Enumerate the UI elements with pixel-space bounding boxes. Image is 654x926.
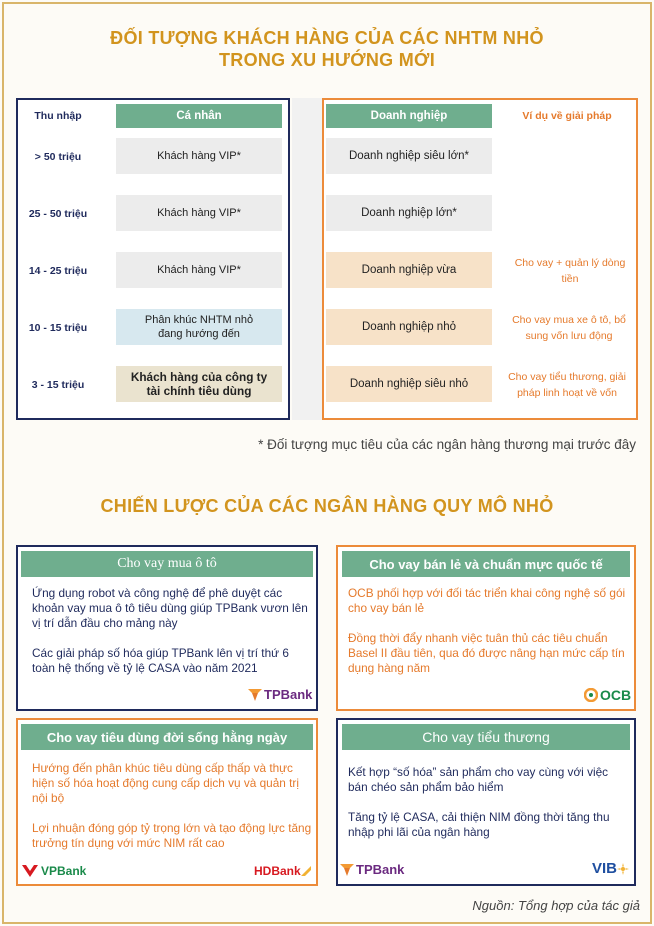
individual-cell: Khách hàng VIP* <box>116 138 282 174</box>
income-label: 14 - 25 triệu <box>28 265 88 277</box>
individual-cell-target: Phân khúc NHTM nhỏ đang hướng đến <box>116 309 282 345</box>
divider-block <box>292 98 322 420</box>
tpbank-logo-icon <box>248 689 262 701</box>
header-income: Thu nhập <box>34 110 82 122</box>
tpbank-logo: TPBank <box>340 862 404 877</box>
header-individual: Cá nhân <box>116 104 282 128</box>
card-paragraph: Hướng đến phân khúc tiêu dùng cấp thấp và thực hiện số hóa hoạt động cung cấp dịch vụ và quản trị nội bộ <box>32 761 299 805</box>
page-title-line2: TRONG XU HƯỚNG MỚI <box>218 50 436 70</box>
vpbank-logo: VPBank <box>22 864 86 878</box>
card-paragraph: Đồng thời đẩy nhanh việc tuân thủ các tiêu chuẩn Basel II đầu tiên, qua đó được nâng hạn mức cấp tín dụng hàng năm <box>348 631 625 675</box>
tpbank-logo: TPBank <box>248 687 312 702</box>
card-paragraph: Lợi nhuận đóng góp tỷ trọng lớn và tạo động lực tăng trưởng tín dụng với mức NIM rất cao <box>32 821 312 850</box>
card-paragraph: OCB phối hợp với đối tác triển khai công nghệ số gói cho vay bán lẻ <box>348 586 626 615</box>
card-paragraph: Các giải pháp số hóa giúp TPBank lên vị trí thứ 6 toàn hệ thống về tỷ lệ CASA vào năm 2021 <box>32 646 289 675</box>
individual-cell: Khách hàng của công ty tài chính tiêu dùng <box>116 366 282 402</box>
business-cell: Doanh nghiệp siêu nhỏ <box>326 366 492 402</box>
footnote: * Đối tượng mục tiêu của các ngân hàng thương mại trước đây <box>258 437 636 452</box>
income-label: 25 - 50 triệu <box>28 208 88 220</box>
header-examples: Ví dụ về giải pháp <box>522 110 612 122</box>
individual-cell: Khách hàng VIP* <box>116 195 282 231</box>
business-cell: Doanh nghiệp vừa <box>326 252 492 288</box>
card-title: Cho vay tiêu dùng đời sống hằng ngày <box>21 724 313 750</box>
card-title: Cho vay tiểu thương <box>342 724 630 750</box>
section-title: CHIẾN LƯỢC CỦA CÁC NGÂN HÀNG QUY MÔ NHỎ <box>100 496 554 516</box>
vib-logo-icon <box>617 863 629 875</box>
source-note: Nguồn: Tổng hợp của tác giả <box>472 898 640 913</box>
solution-example: Cho vay + quản lý dòng tiền <box>514 257 626 285</box>
card-paragraph: Ứng dụng robot và công nghệ để phê duyệt các khoản vay mua ô tô tiêu dùng giúp TPBank vươn lên vị trí dẫn đầu cho mảng này <box>32 586 308 630</box>
vpbank-logo-icon <box>22 865 38 877</box>
page-title-line1: ĐỐI TƯỢNG KHÁCH HÀNG CỦA CÁC NHTM NHỎ <box>110 28 544 48</box>
income-label: 3 - 15 triệu <box>31 379 85 391</box>
business-cell: Doanh nghiệp nhỏ <box>326 309 492 345</box>
card-title: Cho vay bán lẻ và chuẩn mực quốc tế <box>342 551 630 577</box>
header-business: Doanh nghiệp <box>326 104 492 128</box>
income-label: > 50 triệu <box>34 151 82 163</box>
card-title: Cho vay mua ô tô <box>21 551 313 577</box>
ocb-logo-icon <box>584 688 598 702</box>
solution-example: Cho vay mua xe ô tô, bổ sung vốn lưu động <box>512 314 626 342</box>
ocb-logo: OCB <box>584 687 631 703</box>
card-paragraph: Kết hợp “số hóa” sản phẩm cho vay cùng với việc bán chéo sản phẩm bảo hiểm <box>348 765 609 794</box>
vib-logo: VIB <box>592 860 629 877</box>
business-cell: Doanh nghiệp lớn* <box>326 195 492 231</box>
individual-cell: Khách hàng VIP* <box>116 252 282 288</box>
income-label: 10 - 15 triệu <box>28 322 88 334</box>
tpbank-logo-icon <box>340 864 354 876</box>
solution-example: Cho vay tiểu thương, giải pháp linh hoạt về vốn <box>508 371 626 399</box>
hdbank-logo-icon <box>301 866 311 876</box>
hdbank-logo: HDBank <box>254 864 311 878</box>
card-paragraph: Tăng tỷ lệ CASA, cải thiện NIM đồng thời tăng thu nhập phi lãi của ngân hàng <box>348 810 610 839</box>
business-cell: Doanh nghiệp siêu lớn* <box>326 138 492 174</box>
